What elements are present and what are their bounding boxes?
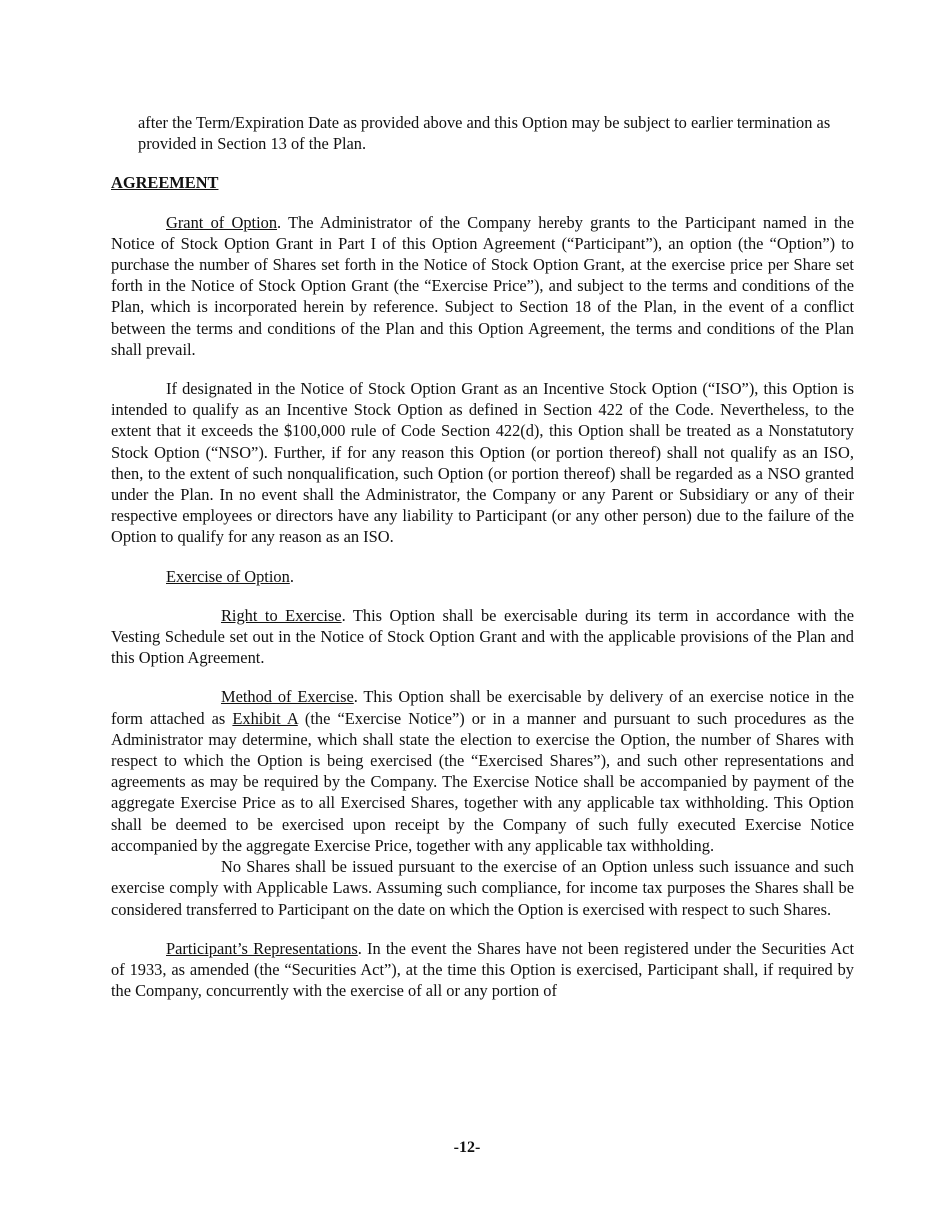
exercise-of-option-title: Exercise of Option bbox=[166, 566, 290, 586]
method-of-exercise-title: Method of Exercise bbox=[221, 687, 354, 707]
iso-paragraph: If designated in the Notice of Stock Option Grant as an Incentive Stock Option (“ISO”), this Option is intended to qualify as an Incentive Stock Option as defined in Section 422 of the Code. Nevertheless, to the extent that it exceeds the $100,000 rule of Code Section 422(d), this Option shall be treated as a Nonstatutory Stock Option (“NSO”). Further, if for any reason this Option (or portion thereof) shall not qualify as an ISO, then, to the extent of such nonqualification, such Option (or portion thereof) shall be regarded as a NSO granted under the Plan. In no event shall the Administrator, the Company or any Parent or Subsidiary or any of their respective employees or directors have any liability to Participant (or any other person) due to the failure of the Option to qualify for any reason as an ISO. bbox=[111, 379, 854, 547]
method-of-exercise-text-b: (the “Exercise Notice”) or in a manner and pursuant to such procedures as the Administrator may determine, which shall state the election to exercise the Option, the number of Shares with respect to which the Option is being exercised (the “Exercised Shares”), and such other representations and agreements as may be required by the Company. The Exercise Notice shall be accompanied by payment of the aggregate Exercise Price as to all Exercised Shares, together with any applicable tax withholding. This Option shall be deemed to be exercised upon receipt by the Company of such fully executed Exercise Notice accompanied by the aggregate Exercise Price, together with any applicable tax withholding. bbox=[111, 708, 855, 855]
participant-representations-text: . In the event the Shares have not been registered under the Securities Act of 1933, as amended (the “Securities Act”), at the time this Option is exercised, Participant shall, if required by the Company, concurrently with the exercise of all or any portion of bbox=[111, 938, 854, 1001]
page-number: -12- bbox=[453, 1139, 481, 1156]
exercise-of-option-suffix: . bbox=[289, 566, 294, 586]
method-of-exercise-text-a: . This Option shall be exercisable by delivery of an exercise notice in the form attached as bbox=[111, 687, 854, 728]
continuation-paragraph: after the Term/Expiration Date as provided above and this Option may be subject to earlier termination as provided in Section 13 of the Plan. bbox=[138, 113, 831, 154]
right-to-exercise-title: Right to Exercise bbox=[221, 605, 342, 625]
grant-of-option-title: Grant of Option bbox=[166, 212, 278, 232]
document-body bbox=[111, 112, 854, 1001]
grant-of-option-text: . The Administrator of the Company hereby grants to the Participant named in the Notice of Stock Option Grant in Part I of this Option Agreement (“Participant”), an option (the “Option”) to purchase the number of Shares set forth in the Notice of Stock Option Grant, at the exercise price per Share set forth in the Notice of Stock Option Grant (the “Exercise Price”), and subject to the terms and conditions of the Plan, which is incorporated herein by reference. Subject to Section 18 of the Plan, in the event of a conflict between the terms and conditions of the Plan and this Option Agreement, the terms and conditions of the Plan shall prevail. bbox=[111, 212, 854, 359]
participant-representations-title: Participant’s Representations bbox=[166, 938, 358, 958]
no-shares-paragraph: No Shares shall be issued pursuant to the exercise of an Option unless such issuance and such exercise comply with Applicable Laws. Assuming such compliance, for income tax purposes the Shares shall be considered transferred to Participant on the date on which the Option is exercised with respect to such Shares. bbox=[111, 857, 854, 919]
section-heading-agreement: AGREEMENT bbox=[111, 173, 219, 193]
exhibit-a-reference: Exhibit A bbox=[232, 708, 298, 728]
right-to-exercise-text: . This Option shall be exercisable during its term in accordance with the Vesting Schedule set out in the Notice of Stock Option Grant and with the applicable provisions of the Plan and this Option Agreement. bbox=[111, 605, 854, 668]
method-of-exercise-paragraph bbox=[111, 686, 854, 856]
right-to-exercise-paragraph bbox=[111, 605, 854, 669]
grant-of-option-paragraph bbox=[111, 212, 854, 360]
participant-representations-paragraph bbox=[111, 938, 854, 1002]
exercise-of-option-paragraph bbox=[111, 566, 854, 587]
